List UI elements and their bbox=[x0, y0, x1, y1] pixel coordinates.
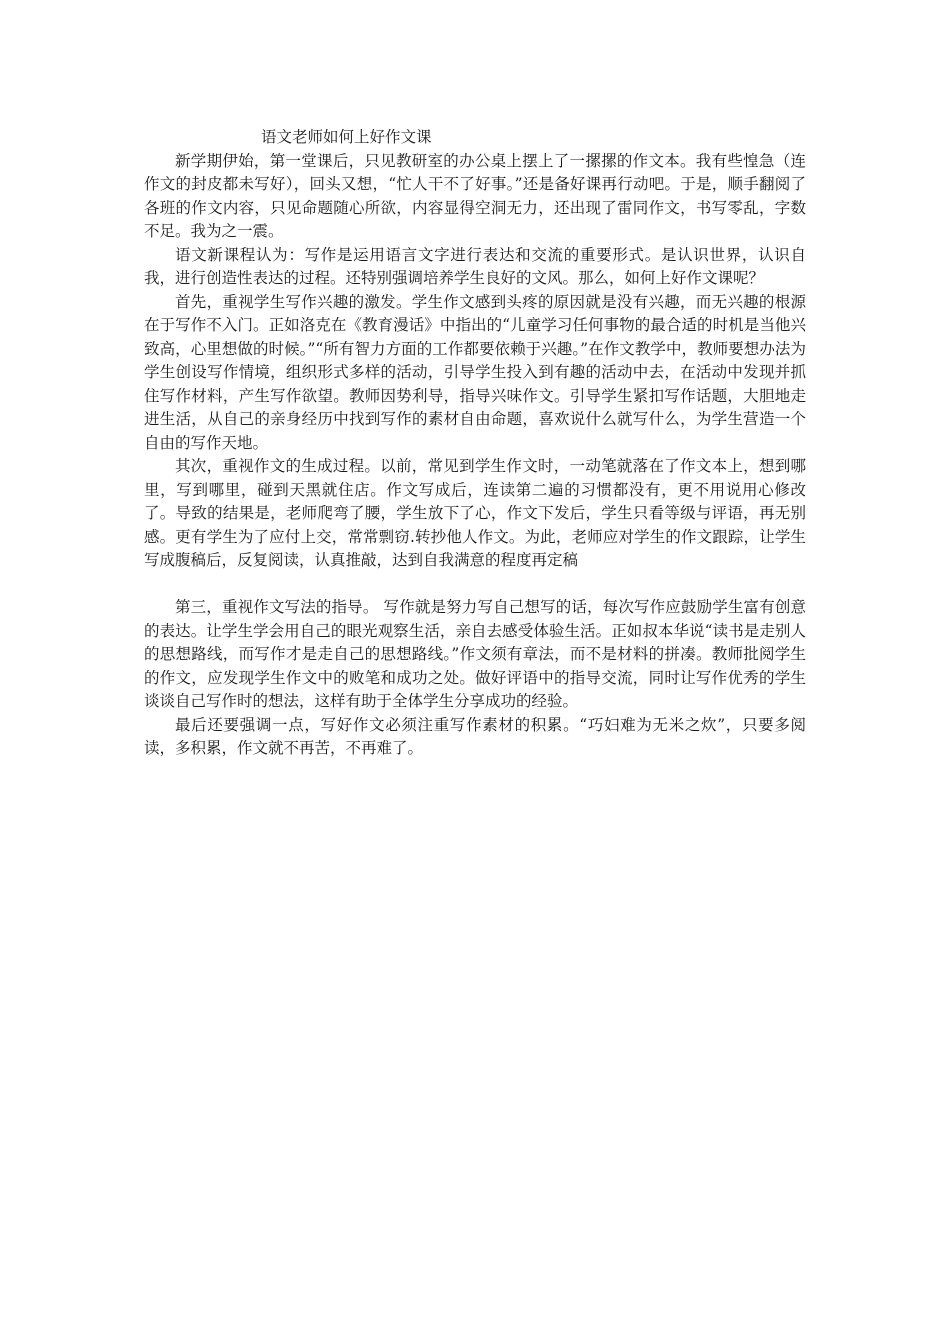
paragraph-first-point: 首先，重视学生写作兴趣的激发。学生作文感到头疼的原因就是没有兴趣，而无兴趣的根源在于写作不入门。正如洛克在《教育漫话》中指出的“儿童学习任何事物的最合适的时机是当他兴致高，心里想做的时候。”“所有智力方面的工作都要依赖于兴趣。”在作文教学中，教师要想办法为学生创设写作情境，组织形式多样的活动，引导学生投入到有趣的活动中去，在活动中发现并抓住写作材料，产生写作欲望。教师因势利导，指导兴味作文。引导学生紧扣写作话题，大胆地走进生活，从自己的亲身经历中找到写作的素材自由命题，喜欢说什么就写什么，为学生营造一个自由的写作天地。 bbox=[144, 292, 806, 452]
paragraph-curriculum: 语文新课程认为：写作是运用语言文字进行表达和交流的重要形式。是认识世界，认识自我，进行创造性表达的过程。还特别强调培养学生良好的文风。那么，如何上好作文课呢？ bbox=[144, 245, 806, 287]
paragraph-intro: 新学期伊始，第一堂课后，只见教研室的办公桌上摆上了一摞摞的作文本。我有些惶急（连作文的封皮都未写好），回头又想，“忙人干不了好事。”还是备好课再行动吧。于是，顺手翻阅了各班的作文内容，只见命题随心所欲，内容显得空洞无力，还出现了雷同作文，书写零乱，字数不足。我为之一震。 bbox=[144, 151, 806, 240]
document-body bbox=[144, 126, 806, 761]
document-title: 语文老师如何上好作文课 bbox=[261, 128, 432, 146]
paragraph-conclusion: 最后还要强调一点，写好作文必须注重写作素材的积累。“巧妇难为无米之炊”，只要多阅读，多积累，作文就不再苦，不再难了。 bbox=[144, 715, 806, 757]
paragraph-third-point: 第三，重视作文写法的指导。 写作就是努力写自己想写的话，每次写作应鼓励学生富有创意的表达。让学生学会用自己的眼光观察生活，亲自去感受体验生活。正如叔本华说“读书是走别人的思想路线，而写作才是走自己的思想路线。”作文须有章法，而不是材料的拼凑。教师批阅学生的作文，应发现学生作文中的败笔和成功之处。做好评语中的指导交流，同时让写作优秀的学生谈谈自己写作时的想法，这样有助于全体学生分享成功的经验。 bbox=[144, 598, 806, 710]
paragraph-second-point: 其次，重视作文的生成过程。以前，常见到学生作文时，一动笔就落在了作文本上，想到哪里，写到哪里，碰到天黑就住店。作文写成后，连读第二遍的习惯都没有，更不用说用心修改了。导致的结果是，老师爬弯了腰，学生放下了心，作文下发后，学生只看等级与评语，再无别感。更有学生为了应付上交，常常剽窃.转抄他人作文。为此，老师应对学生的作文跟踪，让学生写成腹稿后，反复阅读，认真推敲，达到自我满意的程度再定稿 bbox=[144, 457, 806, 569]
